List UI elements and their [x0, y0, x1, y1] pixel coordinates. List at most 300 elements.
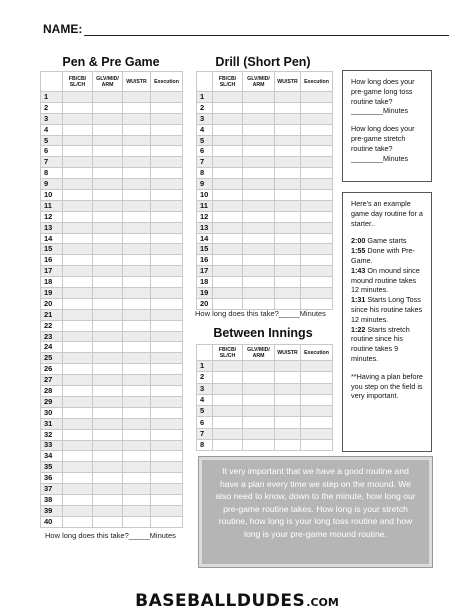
- entry-cell[interactable]: [123, 200, 151, 211]
- entry-cell[interactable]: [213, 113, 243, 124]
- entry-cell[interactable]: [275, 168, 301, 179]
- entry-cell[interactable]: [63, 222, 93, 233]
- table-row: [197, 417, 333, 428]
- table-row: [41, 396, 183, 407]
- entry-cell[interactable]: [275, 298, 301, 309]
- entry-cell[interactable]: [63, 135, 93, 146]
- entry-cell[interactable]: [123, 462, 151, 473]
- entry-cell[interactable]: [301, 255, 333, 266]
- entry-cell[interactable]: [63, 288, 93, 299]
- entry-cell[interactable]: [151, 494, 183, 505]
- entry-cell[interactable]: [151, 440, 183, 451]
- entry-cell[interactable]: [275, 440, 301, 451]
- table-row: [41, 211, 183, 222]
- entry-cell[interactable]: [301, 406, 333, 417]
- entry-cell[interactable]: [301, 277, 333, 288]
- entry-cell[interactable]: [123, 429, 151, 440]
- entry-cell[interactable]: [213, 383, 243, 394]
- entry-cell[interactable]: [63, 353, 93, 364]
- entry-cell[interactable]: [243, 168, 275, 179]
- entry-cell[interactable]: [93, 102, 123, 113]
- entry-cell[interactable]: [213, 372, 243, 383]
- entry-cell[interactable]: [93, 135, 123, 146]
- entry-cell[interactable]: [93, 473, 123, 484]
- entry-cell[interactable]: [243, 157, 275, 168]
- entry-cell[interactable]: [151, 102, 183, 113]
- entry-cell[interactable]: [93, 342, 123, 353]
- entry-cell[interactable]: [93, 353, 123, 364]
- entry-cell[interactable]: [151, 266, 183, 277]
- entry-cell[interactable]: [63, 92, 93, 103]
- entry-cell[interactable]: [151, 113, 183, 124]
- entry-cell[interactable]: [151, 157, 183, 168]
- entry-cell[interactable]: [301, 383, 333, 394]
- entry-cell[interactable]: [243, 428, 275, 439]
- entry-cell[interactable]: [243, 222, 275, 233]
- entry-cell[interactable]: [63, 266, 93, 277]
- entry-cell[interactable]: [63, 484, 93, 495]
- entry-cell[interactable]: [123, 440, 151, 451]
- entry-cell[interactable]: [151, 146, 183, 157]
- entry-cell[interactable]: [213, 157, 243, 168]
- entry-cell[interactable]: [63, 320, 93, 331]
- entry-cell[interactable]: [301, 102, 333, 113]
- entry-cell[interactable]: [93, 92, 123, 103]
- entry-cell[interactable]: [213, 179, 243, 190]
- entry-cell[interactable]: [151, 309, 183, 320]
- entry-cell[interactable]: [275, 211, 301, 222]
- row-number: 32: [41, 429, 63, 440]
- entry-cell[interactable]: [63, 386, 93, 397]
- entry-cell[interactable]: [151, 92, 183, 103]
- entry-cell[interactable]: [93, 462, 123, 473]
- entry-cell[interactable]: [123, 222, 151, 233]
- row-number: 8: [197, 440, 213, 451]
- entry-cell[interactable]: [243, 135, 275, 146]
- entry-cell[interactable]: [275, 244, 301, 255]
- entry-cell[interactable]: [123, 157, 151, 168]
- entry-cell[interactable]: [93, 124, 123, 135]
- entry-cell[interactable]: [93, 200, 123, 211]
- entry-cell[interactable]: [123, 102, 151, 113]
- entry-cell[interactable]: [93, 396, 123, 407]
- entry-cell[interactable]: [213, 394, 243, 405]
- entry-cell[interactable]: [301, 179, 333, 190]
- entry-cell[interactable]: [275, 200, 301, 211]
- entry-cell[interactable]: [151, 364, 183, 375]
- entry-cell[interactable]: [243, 244, 275, 255]
- row-number: 35: [41, 462, 63, 473]
- entry-cell[interactable]: [63, 124, 93, 135]
- entry-cell[interactable]: [151, 407, 183, 418]
- entry-cell[interactable]: [151, 342, 183, 353]
- entry-cell[interactable]: [63, 505, 93, 516]
- entry-cell[interactable]: [123, 244, 151, 255]
- entry-cell[interactable]: [63, 440, 93, 451]
- entry-cell[interactable]: [151, 190, 183, 201]
- table-row: [197, 233, 333, 244]
- entry-cell[interactable]: [63, 190, 93, 201]
- entry-cell[interactable]: [213, 211, 243, 222]
- entry-cell[interactable]: [63, 157, 93, 168]
- logo-part-baseball: BASEBALL: [135, 591, 237, 611]
- pen-time-footer: How long does this take?_____Minutes: [45, 531, 176, 540]
- entry-cell[interactable]: [63, 407, 93, 418]
- entry-cell[interactable]: [301, 135, 333, 146]
- entry-cell[interactable]: [63, 233, 93, 244]
- entry-cell[interactable]: [275, 394, 301, 405]
- entry-cell[interactable]: [151, 386, 183, 397]
- entry-cell[interactable]: [275, 383, 301, 394]
- entry-cell[interactable]: [243, 417, 275, 428]
- entry-cell[interactable]: [151, 124, 183, 135]
- entry-cell[interactable]: [93, 222, 123, 233]
- entry-cell[interactable]: [63, 298, 93, 309]
- entry-cell[interactable]: [63, 211, 93, 222]
- entry-cell[interactable]: [123, 277, 151, 288]
- entry-cell[interactable]: [151, 320, 183, 331]
- entry-cell[interactable]: [123, 135, 151, 146]
- entry-cell[interactable]: [123, 418, 151, 429]
- entry-cell[interactable]: [275, 417, 301, 428]
- entry-cell[interactable]: [301, 394, 333, 405]
- entry-cell[interactable]: [123, 353, 151, 364]
- table-row: [41, 451, 183, 462]
- entry-cell[interactable]: [301, 298, 333, 309]
- entry-cell[interactable]: [301, 361, 333, 372]
- entry-cell[interactable]: [63, 200, 93, 211]
- entry-cell[interactable]: [243, 288, 275, 299]
- entry-cell[interactable]: [151, 505, 183, 516]
- entry-cell[interactable]: [63, 168, 93, 179]
- entry-cell[interactable]: [123, 484, 151, 495]
- entry-cell[interactable]: [301, 288, 333, 299]
- entry-cell[interactable]: [213, 417, 243, 428]
- entry-cell[interactable]: [301, 266, 333, 277]
- entry-cell[interactable]: [93, 266, 123, 277]
- entry-cell[interactable]: [275, 372, 301, 383]
- entry-cell[interactable]: [243, 124, 275, 135]
- entry-cell[interactable]: [123, 407, 151, 418]
- entry-cell[interactable]: [275, 288, 301, 299]
- table-row: [197, 102, 333, 113]
- entry-cell[interactable]: [123, 473, 151, 484]
- entry-cell[interactable]: [151, 200, 183, 211]
- entry-cell[interactable]: [301, 200, 333, 211]
- entry-cell[interactable]: [93, 516, 123, 527]
- entry-cell[interactable]: [213, 92, 243, 103]
- entry-cell[interactable]: [93, 113, 123, 124]
- entry-cell[interactable]: [123, 386, 151, 397]
- entry-cell[interactable]: [123, 331, 151, 342]
- entry-cell[interactable]: [93, 179, 123, 190]
- entry-cell[interactable]: [93, 244, 123, 255]
- entry-cell[interactable]: [275, 222, 301, 233]
- entry-cell[interactable]: [63, 418, 93, 429]
- entry-cell[interactable]: [151, 168, 183, 179]
- entry-cell[interactable]: [243, 190, 275, 201]
- entry-cell[interactable]: [63, 255, 93, 266]
- entry-cell[interactable]: [275, 428, 301, 439]
- logo-part-dudes: DUDES: [236, 591, 306, 611]
- entry-cell[interactable]: [301, 124, 333, 135]
- routine-step-text: Game starts: [365, 236, 407, 246]
- entry-cell[interactable]: [243, 361, 275, 372]
- entry-cell[interactable]: [213, 102, 243, 113]
- entry-cell[interactable]: [63, 516, 93, 527]
- entry-cell[interactable]: [93, 146, 123, 157]
- table-row: [197, 277, 333, 288]
- entry-cell[interactable]: [93, 320, 123, 331]
- entry-cell[interactable]: [151, 331, 183, 342]
- entry-cell[interactable]: [213, 200, 243, 211]
- long-toss-question: How long does your pre-game long toss routine take? ________Minutes: [351, 77, 415, 116]
- entry-cell[interactable]: [63, 429, 93, 440]
- entry-cell[interactable]: [123, 342, 151, 353]
- entry-cell[interactable]: [93, 386, 123, 397]
- entry-cell[interactable]: [151, 298, 183, 309]
- entry-cell[interactable]: [93, 190, 123, 201]
- entry-cell[interactable]: [275, 277, 301, 288]
- entry-cell[interactable]: [151, 473, 183, 484]
- row-number: 27: [41, 375, 63, 386]
- entry-cell[interactable]: [243, 146, 275, 157]
- table-row: [197, 211, 333, 222]
- entry-cell[interactable]: [151, 516, 183, 527]
- entry-cell[interactable]: [123, 288, 151, 299]
- entry-cell[interactable]: [151, 277, 183, 288]
- entry-cell[interactable]: [213, 190, 243, 201]
- entry-cell[interactable]: [243, 277, 275, 288]
- entry-cell[interactable]: [151, 135, 183, 146]
- entry-cell[interactable]: [213, 146, 243, 157]
- entry-cell[interactable]: [123, 266, 151, 277]
- entry-cell[interactable]: [151, 418, 183, 429]
- entry-cell[interactable]: [123, 124, 151, 135]
- entry-cell[interactable]: [93, 233, 123, 244]
- entry-cell[interactable]: [243, 440, 275, 451]
- entry-cell[interactable]: [275, 179, 301, 190]
- entry-cell[interactable]: [213, 266, 243, 277]
- entry-cell[interactable]: [275, 190, 301, 201]
- row-number: 20: [197, 298, 213, 309]
- entry-cell[interactable]: [93, 440, 123, 451]
- entry-cell[interactable]: [151, 353, 183, 364]
- entry-cell[interactable]: [151, 222, 183, 233]
- entry-cell[interactable]: [213, 277, 243, 288]
- entry-cell[interactable]: [243, 383, 275, 394]
- entry-cell[interactable]: [243, 113, 275, 124]
- entry-cell[interactable]: [151, 375, 183, 386]
- entry-cell[interactable]: [63, 244, 93, 255]
- entry-cell[interactable]: [243, 255, 275, 266]
- entry-cell[interactable]: [243, 211, 275, 222]
- entry-cell[interactable]: [123, 168, 151, 179]
- entry-cell[interactable]: [93, 494, 123, 505]
- entry-cell[interactable]: [151, 429, 183, 440]
- entry-cell[interactable]: [213, 255, 243, 266]
- entry-cell[interactable]: [275, 92, 301, 103]
- entry-cell[interactable]: [213, 406, 243, 417]
- entry-cell[interactable]: [151, 396, 183, 407]
- entry-cell[interactable]: [63, 113, 93, 124]
- entry-cell[interactable]: [63, 451, 93, 462]
- entry-cell[interactable]: [123, 309, 151, 320]
- entry-cell[interactable]: [123, 113, 151, 124]
- entry-cell[interactable]: [93, 331, 123, 342]
- entry-cell[interactable]: [63, 364, 93, 375]
- entry-cell[interactable]: [151, 484, 183, 495]
- entry-cell[interactable]: [301, 211, 333, 222]
- entry-cell[interactable]: [243, 406, 275, 417]
- table-row: [197, 168, 333, 179]
- entry-cell[interactable]: [123, 146, 151, 157]
- entry-cell[interactable]: [63, 277, 93, 288]
- entry-cell[interactable]: [301, 157, 333, 168]
- entry-cell[interactable]: [151, 288, 183, 299]
- entry-cell[interactable]: [123, 298, 151, 309]
- table-row: [41, 462, 183, 473]
- entry-cell[interactable]: [243, 298, 275, 309]
- table-row: [41, 353, 183, 364]
- entry-cell[interactable]: [301, 244, 333, 255]
- entry-cell[interactable]: [123, 233, 151, 244]
- entry-cell[interactable]: [213, 135, 243, 146]
- entry-cell[interactable]: [275, 135, 301, 146]
- entry-cell[interactable]: [213, 244, 243, 255]
- entry-cell[interactable]: [123, 451, 151, 462]
- entry-cell[interactable]: [93, 418, 123, 429]
- entry-cell[interactable]: [123, 320, 151, 331]
- entry-cell[interactable]: [93, 157, 123, 168]
- entry-cell[interactable]: [213, 298, 243, 309]
- entry-cell[interactable]: [123, 364, 151, 375]
- row-number: 1: [197, 361, 213, 372]
- column-header: FB/CB/ SL/CH: [213, 72, 243, 92]
- entry-cell[interactable]: [93, 298, 123, 309]
- entry-cell[interactable]: [213, 233, 243, 244]
- entry-cell[interactable]: [301, 440, 333, 451]
- entry-cell[interactable]: [63, 342, 93, 353]
- entry-cell[interactable]: [275, 102, 301, 113]
- entry-cell[interactable]: [275, 255, 301, 266]
- entry-cell[interactable]: [151, 451, 183, 462]
- entry-cell[interactable]: [213, 440, 243, 451]
- entry-cell[interactable]: [93, 277, 123, 288]
- entry-cell[interactable]: [275, 113, 301, 124]
- entry-cell[interactable]: [275, 157, 301, 168]
- entry-cell[interactable]: [301, 417, 333, 428]
- entry-cell[interactable]: [243, 92, 275, 103]
- entry-cell[interactable]: [63, 179, 93, 190]
- entry-cell[interactable]: [301, 222, 333, 233]
- entry-cell[interactable]: [275, 146, 301, 157]
- entry-cell[interactable]: [301, 146, 333, 157]
- entry-cell[interactable]: [63, 473, 93, 484]
- entry-cell[interactable]: [93, 375, 123, 386]
- entry-cell[interactable]: [93, 309, 123, 320]
- entry-cell[interactable]: [151, 244, 183, 255]
- entry-cell[interactable]: [301, 233, 333, 244]
- entry-cell[interactable]: [93, 429, 123, 440]
- entry-cell[interactable]: [213, 361, 243, 372]
- entry-cell[interactable]: [243, 200, 275, 211]
- entry-cell[interactable]: [93, 505, 123, 516]
- entry-cell[interactable]: [93, 168, 123, 179]
- entry-cell[interactable]: [301, 92, 333, 103]
- entry-cell[interactable]: [63, 331, 93, 342]
- entry-cell[interactable]: [151, 211, 183, 222]
- entry-cell[interactable]: [93, 407, 123, 418]
- entry-cell[interactable]: [123, 516, 151, 527]
- table-row: [41, 102, 183, 113]
- entry-cell[interactable]: [243, 394, 275, 405]
- entry-cell[interactable]: [63, 146, 93, 157]
- entry-cell[interactable]: [93, 255, 123, 266]
- between-innings-table: [196, 344, 333, 451]
- entry-cell[interactable]: [243, 266, 275, 277]
- entry-cell[interactable]: [275, 406, 301, 417]
- entry-cell[interactable]: [123, 494, 151, 505]
- entry-cell[interactable]: [63, 396, 93, 407]
- entry-cell[interactable]: [123, 92, 151, 103]
- entry-cell[interactable]: [301, 372, 333, 383]
- entry-cell[interactable]: [151, 255, 183, 266]
- entry-cell[interactable]: [213, 222, 243, 233]
- entry-cell[interactable]: [213, 168, 243, 179]
- entry-cell[interactable]: [301, 428, 333, 439]
- entry-cell[interactable]: [275, 361, 301, 372]
- entry-cell[interactable]: [123, 179, 151, 190]
- entry-cell[interactable]: [123, 190, 151, 201]
- entry-cell[interactable]: [151, 233, 183, 244]
- entry-cell[interactable]: [93, 288, 123, 299]
- entry-cell[interactable]: [301, 113, 333, 124]
- entry-cell[interactable]: [275, 233, 301, 244]
- entry-cell[interactable]: [63, 462, 93, 473]
- entry-cell[interactable]: [93, 484, 123, 495]
- entry-cell[interactable]: [301, 190, 333, 201]
- entry-cell[interactable]: [243, 102, 275, 113]
- entry-cell[interactable]: [123, 375, 151, 386]
- row-number: 22: [41, 320, 63, 331]
- entry-cell[interactable]: [123, 396, 151, 407]
- entry-cell[interactable]: [93, 451, 123, 462]
- entry-cell[interactable]: [93, 211, 123, 222]
- entry-cell[interactable]: [123, 505, 151, 516]
- entry-cell[interactable]: [243, 372, 275, 383]
- entry-cell[interactable]: [301, 168, 333, 179]
- entry-cell[interactable]: [123, 255, 151, 266]
- entry-cell[interactable]: [213, 428, 243, 439]
- entry-cell[interactable]: [213, 124, 243, 135]
- entry-cell[interactable]: [123, 211, 151, 222]
- entry-cell[interactable]: [243, 179, 275, 190]
- entry-cell[interactable]: [151, 462, 183, 473]
- table-row: [41, 124, 183, 135]
- entry-cell[interactable]: [63, 375, 93, 386]
- entry-cell[interactable]: [151, 179, 183, 190]
- entry-cell[interactable]: [275, 266, 301, 277]
- entry-cell[interactable]: [275, 124, 301, 135]
- entry-cell[interactable]: [63, 309, 93, 320]
- entry-cell[interactable]: [213, 288, 243, 299]
- entry-cell[interactable]: [63, 102, 93, 113]
- entry-cell[interactable]: [93, 364, 123, 375]
- entry-cell[interactable]: [243, 233, 275, 244]
- routine-step-time: 1:22: [351, 324, 366, 334]
- entry-cell[interactable]: [63, 494, 93, 505]
